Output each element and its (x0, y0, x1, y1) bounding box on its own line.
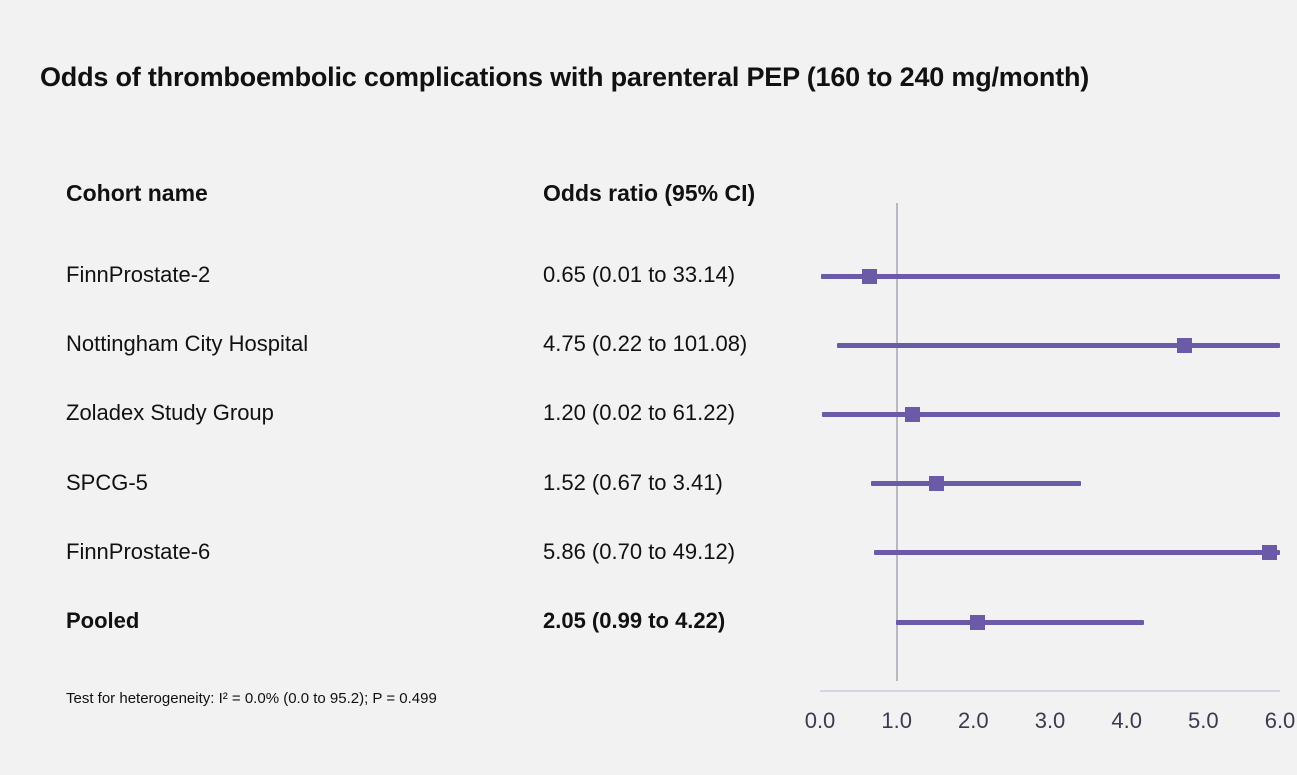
confidence-interval-bar (822, 412, 1280, 417)
x-axis-tick-label: 5.0 (1188, 708, 1219, 733)
column-header-odds-ratio: Odds ratio (95% CI) (543, 180, 756, 206)
x-axis-tick-label: 4.0 (1111, 708, 1142, 733)
row-label-cohort: Zoladex Study Group (66, 400, 274, 426)
x-axis-line (820, 690, 1280, 692)
column-header-cohort: Cohort name (66, 180, 208, 206)
point-estimate-marker (862, 269, 877, 284)
plot-area (804, 180, 1296, 740)
x-axis-tick-label: 2.0 (958, 708, 989, 733)
point-estimate-marker (970, 615, 985, 630)
row-label-odds-ratio: 4.75 (0.22 to 101.08) (543, 331, 748, 357)
point-estimate-marker (1177, 338, 1192, 353)
row-label-cohort: FinnProstate-2 (66, 262, 211, 287)
heterogeneity-note: Test for heterogeneity: I² = 0.0% (0.0 to 95.2); P = 0.499 (66, 690, 437, 707)
point-estimate-marker (905, 407, 920, 422)
x-axis-tick-label: 1.0 (881, 708, 912, 733)
confidence-interval-bar (871, 481, 1081, 486)
row-label-cohort: Nottingham City Hospital (66, 331, 309, 357)
confidence-interval-bar (821, 274, 1280, 279)
x-axis-tick-label: 3.0 (1034, 708, 1066, 733)
row-label-odds-ratio: 0.65 (0.01 to 33.14) (543, 262, 736, 287)
point-estimate-marker (929, 476, 944, 491)
x-axis-tick-label: 0.0 (804, 708, 836, 733)
row-label-odds-ratio: 5.86 (0.70 to 49.12) (543, 538, 736, 564)
row-label-cohort: SPCG-5 (66, 469, 148, 495)
confidence-interval-bar (896, 620, 1144, 625)
confidence-interval-bar (837, 343, 1280, 348)
confidence-interval-bar (874, 550, 1280, 555)
row-label-odds-ratio: 2.05 (0.99 to 4.22) (543, 608, 726, 633)
point-estimate-marker (1262, 545, 1277, 560)
row-label-odds-ratio: 1.20 (0.02 to 61.22) (543, 400, 736, 426)
row-label-cohort: FinnProstate-6 (66, 538, 211, 564)
row-label-odds-ratio: 1.52 (0.67 to 3.41) (543, 469, 723, 495)
x-axis-tick-label: 6.0 (1264, 708, 1296, 733)
row-label-cohort: Pooled (66, 608, 140, 633)
page-title: Odds of thromboembolic complications with parenteral PEP (160 to 240 mg/month) (40, 62, 1090, 92)
